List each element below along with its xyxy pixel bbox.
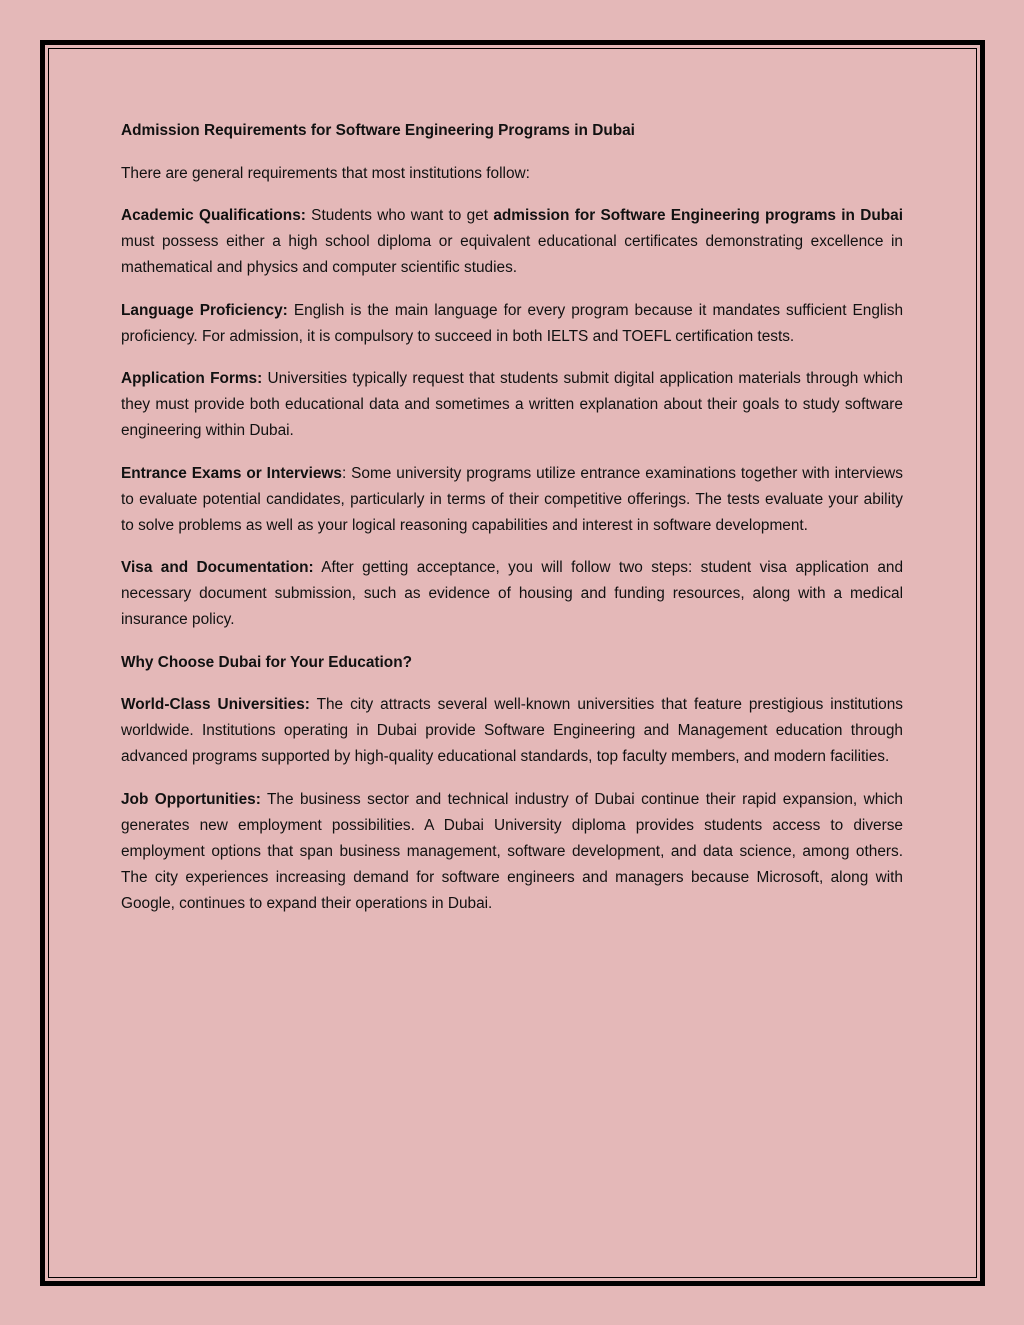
requirement-application-forms: [121, 366, 903, 444]
reason-text: The city attracts several well-known universities that feature prestigious institutions worldwide. Institutions operating in Dubai provide Software Engineering and Management education through advanced programs supported by high-quality educational standards, top faculty members, and modern facilities.: [121, 696, 903, 765]
requirement-label: Application Forms:: [121, 370, 263, 387]
requirement-text: Universities typically request that students submit digital application materials through which they must provide both educational data and sometimes a written explanation about their goals to study software engineering within Dubai.: [121, 370, 903, 439]
requirement-text: : Some university programs utilize entrance examinations together with interviews to evaluate potential candidates, particularly in terms of their competitive offerings. The tests evaluate your ability to solve problems as well as your logical reasoning capabilities and interest in software development.: [121, 464, 903, 534]
reason-job-opportunities: [121, 787, 903, 917]
requirement-text: must possess either a high school diploma or equivalent educational certificates demonstrating excellence in mathematical and physics and computer scientific studies.: [121, 233, 903, 276]
reason-text: The business sector and technical industry of Dubai continue their rapid expansion, which generates new employment possibilities. A Dubai University diploma provides students access to diverse employment options that span business management, software development, and data science, among others. The city experiences increasing demand for software engineers and managers because Microsoft, along with Google, continues to expand their operations in Dubai.: [121, 790, 903, 912]
document-body: [121, 118, 903, 933]
requirement-text: After getting acceptance, you will follow two steps: student visa application and necessary document submission, such as evidence of housing and funding resources, along with a medical insurance policy.: [121, 559, 903, 628]
requirement-visa-documentation: [121, 555, 903, 633]
requirement-emphasis: admission for Software Engineering programs in Dubai: [493, 207, 903, 224]
requirement-label: Academic Qualifications:: [121, 207, 306, 224]
reason-label: World-Class Universities:: [121, 696, 310, 713]
requirement-label: Entrance Exams or Interviews: [121, 464, 342, 482]
document-title: Admission Requirements for Software Engineering Programs in Dubai: [121, 122, 635, 139]
requirement-text: English is the main language for every program because it mandates sufficient English proficiency. For admission, it is compulsory to succeed in both IELTS and TOEFL certification tests.: [121, 301, 904, 345]
intro-paragraph: There are general requirements that most institutions follow:: [121, 164, 530, 182]
requirement-academic-qualifications: [121, 203, 903, 281]
reason-label: Job Opportunities:: [121, 790, 261, 808]
requirement-label: Language Proficiency:: [121, 301, 288, 319]
requirement-entrance-exams: [121, 461, 903, 539]
requirement-text: Students who want to get: [305, 207, 494, 224]
reason-world-class-universities: [121, 692, 903, 770]
requirement-label: Visa and Documentation:: [121, 559, 314, 576]
requirement-language-proficiency: [121, 298, 903, 350]
why-choose-heading: Why Choose Dubai for Your Education?: [121, 653, 413, 671]
